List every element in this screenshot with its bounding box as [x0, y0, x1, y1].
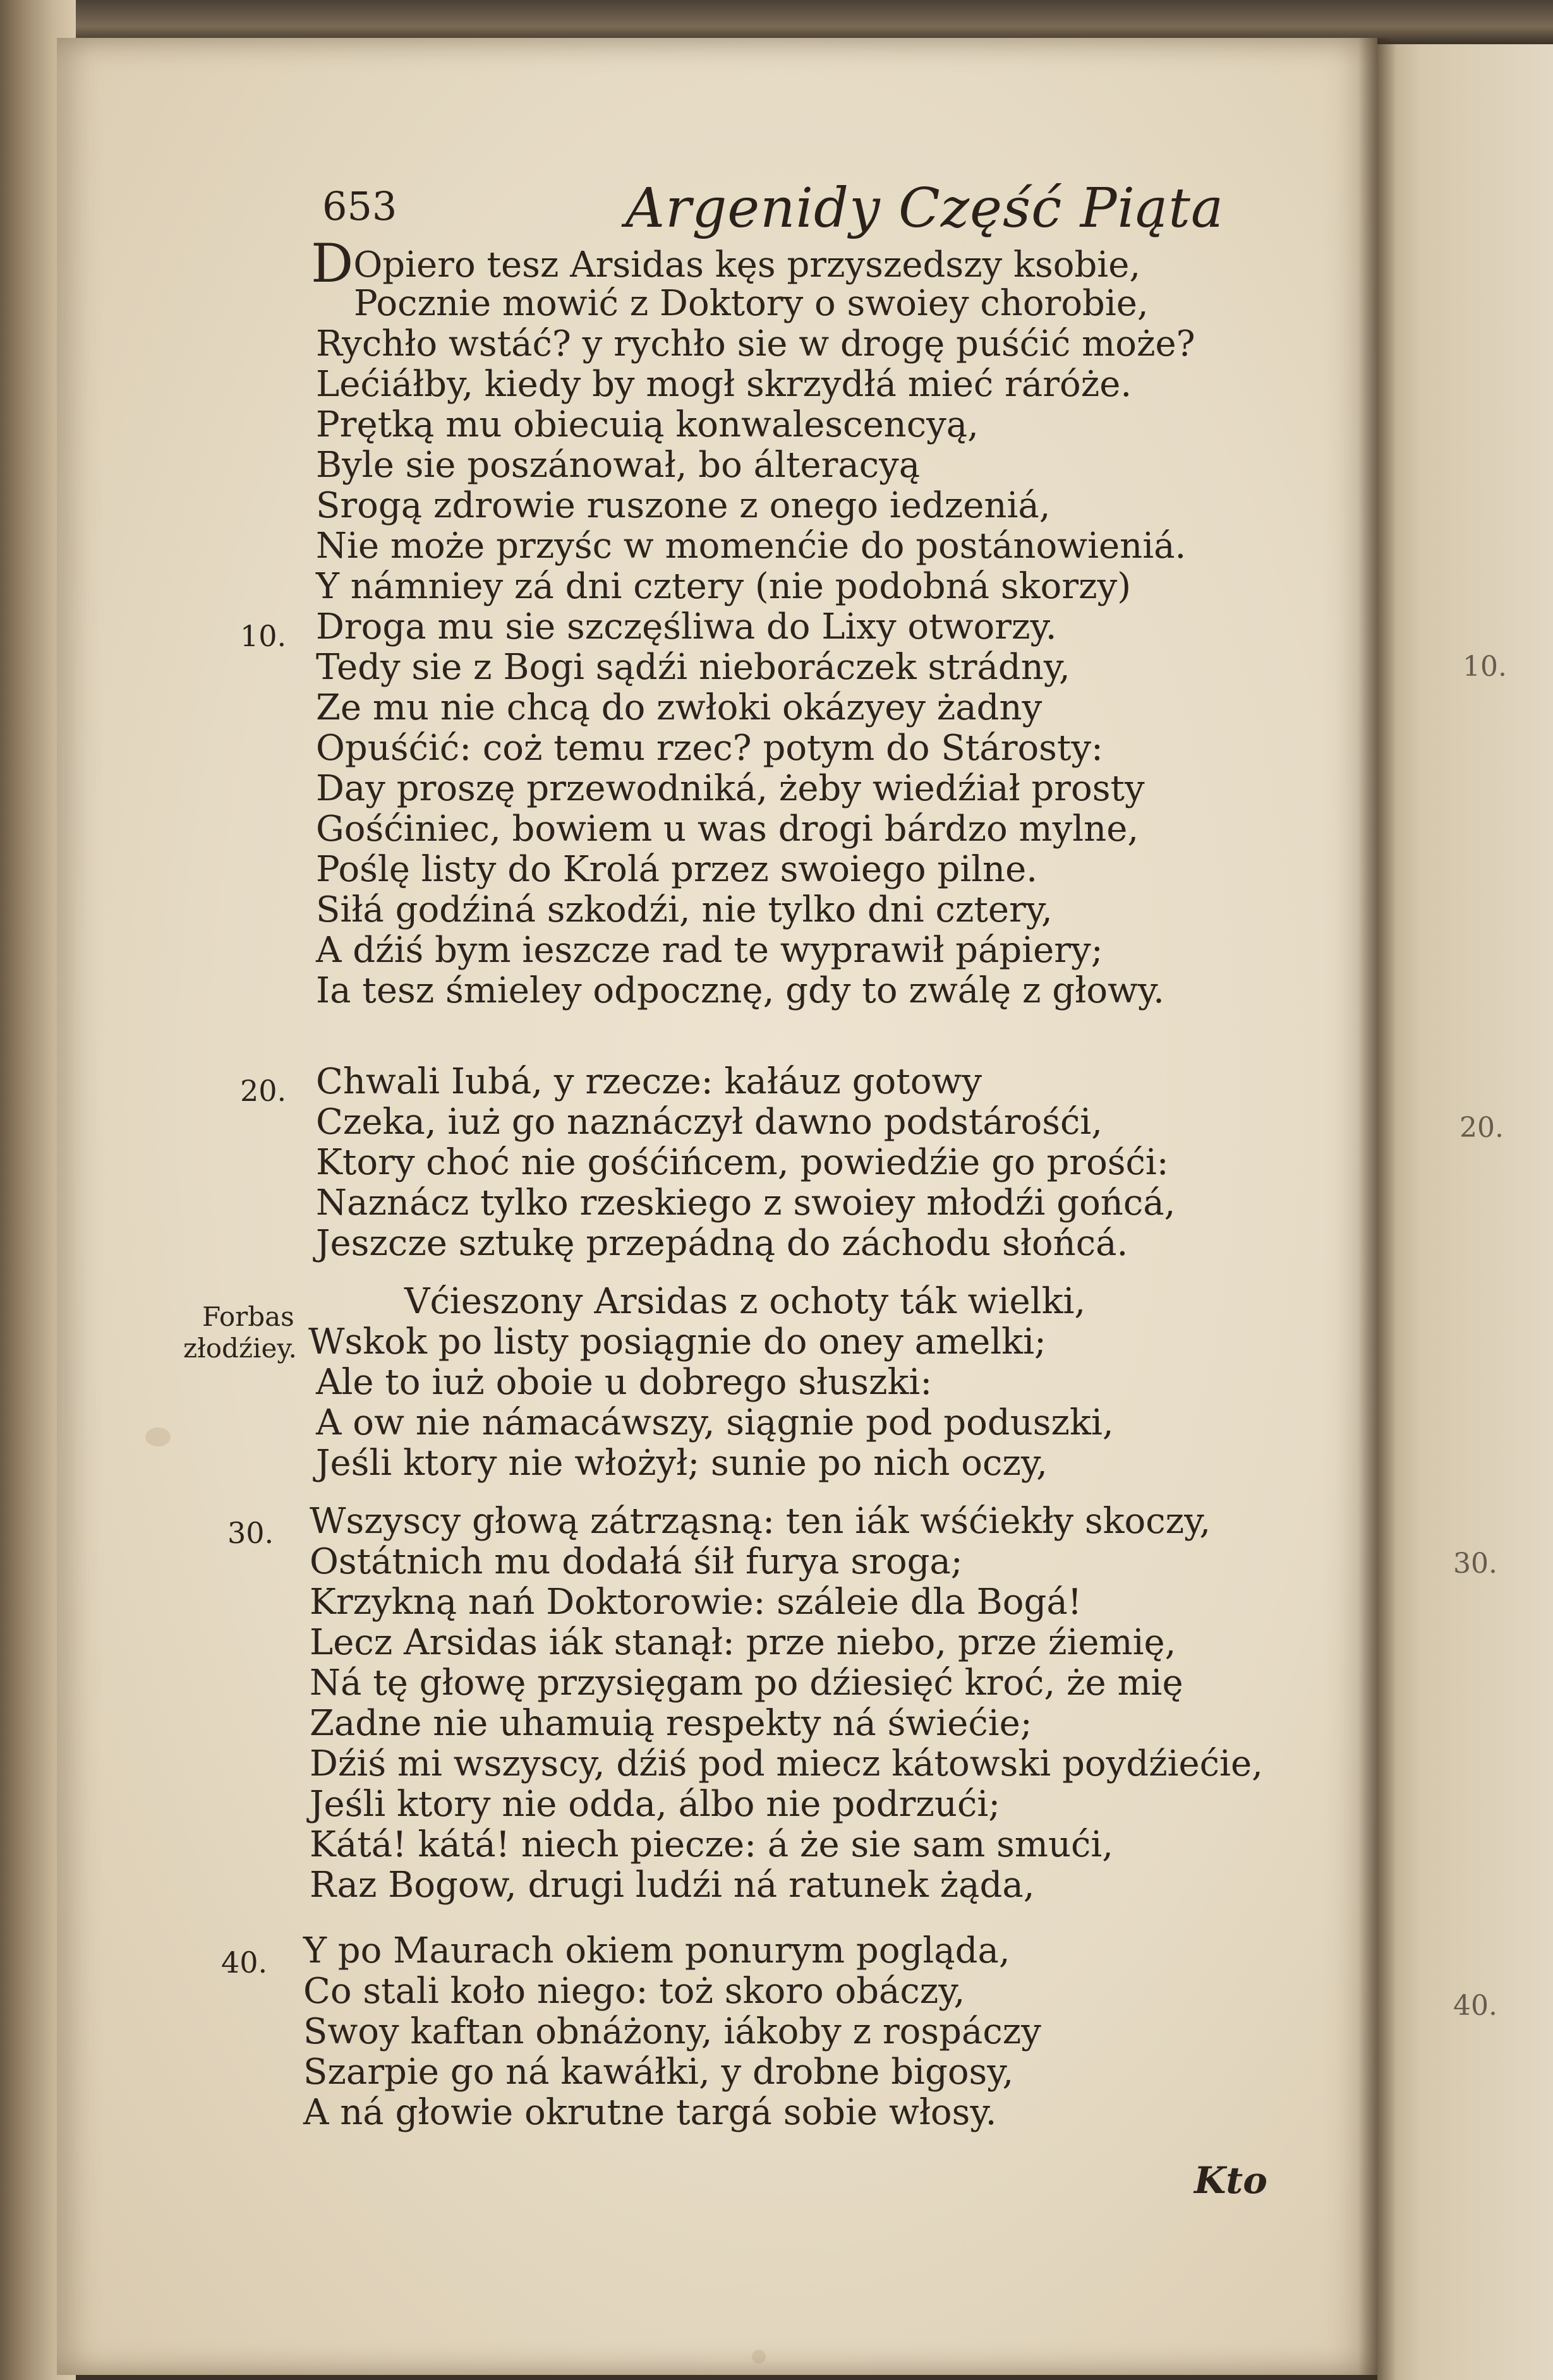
line-number-40: 40. [221, 1945, 268, 1980]
catchword: Kto [1194, 2159, 1267, 2202]
poem-line: Zadne nie uhamuią respekty ná świećie; [310, 1703, 1032, 1744]
drop-cap: D [311, 232, 354, 294]
page-header [322, 177, 1224, 246]
poem-line: Jeszcze sztukę przepádną do záchodu słońcá. [316, 1223, 1128, 1264]
poem-line: Y námniey zá dni cztery (nie podobná skorzy) [316, 566, 1132, 607]
page-gutter [1358, 38, 1396, 2380]
poem-line: Prętką mu obiecuią konwalescencyą, [316, 404, 979, 445]
poem-line: A ow nie námacáwszy, siągnie pod poduszki, [316, 1402, 1114, 1443]
poem-line: Swoy kaftan obnáżony, iákoby z rospáczy [303, 2011, 1041, 2052]
poem-line: Jeśli ktory nie włożył; sunie po nich oczy, [316, 1443, 1048, 1484]
poem-line-text: Opiero tesz Arsidas kęs przyszedszy ksobie, [353, 244, 1141, 285]
poem-line: Byle sie poszánował, bo álteracyą [316, 445, 921, 486]
poem-line: Rychło wstáć? y rychło sie w drogę puśćić może? [316, 323, 1195, 364]
poem-line: Szarpie go ná kawáłki, y drobne bigosy, [303, 2052, 1014, 2093]
poem-line: Dźiś mi wszyscy, dźiś pod miecz kátowski poydźiećie, [310, 1743, 1263, 1784]
side-note-role: złodźiey. [183, 1333, 297, 1364]
poem-line: Lećiáłby, kiedy by mogł skrzydłá mieć ráróże. [316, 364, 1132, 405]
poem-line: Gośćiniec, bowiem u was drogi bárdzo mylne, [316, 808, 1139, 850]
line-number-30: 30. [227, 1516, 274, 1550]
poem-line [311, 232, 1141, 294]
poem-line: Ostátnich mu dodałá śił furya sroga; [310, 1541, 963, 1582]
poem-line: Nie może przyśc w momenćie do postánowieniá. [316, 526, 1187, 567]
poem-line: Srogą zdrowie ruszone z onego iedzeniá, [316, 485, 1051, 526]
poem-line: Krzykną nań Doktorowie: száleie dla Bogá! [310, 1582, 1082, 1623]
poem-line: Y po Maurach okiem ponurym pogląda, [303, 1930, 1010, 1971]
poem-line: Jeśli ktory nie odda, álbo nie podrzući; [310, 1784, 1001, 1825]
poem-line: Ze mu nie chcą do zwłoki okázyey żadny [316, 687, 1042, 728]
poem-line: Czeka, iuż go naznáczył dawno podstárośći, [316, 1102, 1103, 1143]
poem-line: Ná tę głowę przysięgam po dźiesięć kroć, że mię [310, 1662, 1183, 1704]
poem-line: Ale to iuż oboie u dobrego słuszki: [316, 1362, 933, 1403]
line-number-20: 20. [240, 1074, 287, 1108]
poem-line: Chwali Iubá, y rzecze: kałáuz gotowy [316, 1061, 982, 1102]
running-title: Argenidy Część Piąta [625, 177, 1224, 240]
poem-line: Poślę listy do Krolá przez swoiego pilne. [316, 849, 1038, 890]
facing-line-number-40: 40. [1453, 1990, 1497, 2022]
facing-line-number-30: 30. [1453, 1548, 1497, 1580]
facing-line-number-10: 10. [1463, 651, 1507, 683]
facing-page [1377, 44, 1553, 2380]
poem-line: Siłá godźiná szkodźi, nie tylko dni cztery, [316, 889, 1053, 930]
facing-line-number-20: 20. [1459, 1112, 1504, 1144]
poem-line: Raz Bogow, drugi ludźi ná ratunek żąda, [310, 1865, 1035, 1906]
line-number-10: 10. [240, 619, 287, 653]
poem-line: Droga mu sie szczęśliwa do Lixy otworzy. [316, 606, 1057, 647]
poem-line: Day proszę przewodniká, żeby wiedźiał prosty [316, 768, 1145, 809]
poem-line: Ia tesz śmieley odpocznę, gdy to zwálę z głowy. [316, 970, 1164, 1011]
poem-line: Pocznie mowić z Doktory o swoiey chorobie, [354, 283, 1149, 324]
poem-line: A ná głowie okrutne targá sobie włosy. [303, 2092, 997, 2133]
poem-line: Tedy sie z Bogi sądźi nieboráczek strádny, [316, 647, 1070, 688]
poem-line: Opuśćić: coż temu rzec? potym do Stárosty: [316, 728, 1103, 769]
poem-line: Wszyscy głową zátrząsną: ten iák wśćiekły skoczy, [310, 1501, 1211, 1542]
poem-line: Vćieszony Arsidas z ochoty ták wielki, [404, 1281, 1086, 1322]
paper-stain [145, 1427, 171, 1446]
side-note-name: Forbas [202, 1301, 294, 1332]
poem-line: Wskok po listy posiągnie do oney amelki; [308, 1321, 1046, 1362]
poem-line: Kátá! kátá! niech piecze: á że sie sam smući, [310, 1824, 1114, 1865]
page-number: 653 [322, 183, 397, 229]
poem-line: Lecz Arsidas iák stanął: prze niebo, prze źiemię, [310, 1622, 1176, 1663]
poem-line: Ktory choć nie gośćińcem, powiedźie go prośći: [316, 1142, 1169, 1183]
poem-line: Co stali koło niego: toż skoro obáczy, [303, 1971, 965, 2012]
paper-stain [752, 2350, 766, 2364]
poem-line: A dźiś bym ieszcze rad te wyprawił pápiery; [316, 930, 1103, 971]
poem-line: Naznácz tylko rzeskiego z swoiey młodźi gońcá, [316, 1182, 1176, 1223]
